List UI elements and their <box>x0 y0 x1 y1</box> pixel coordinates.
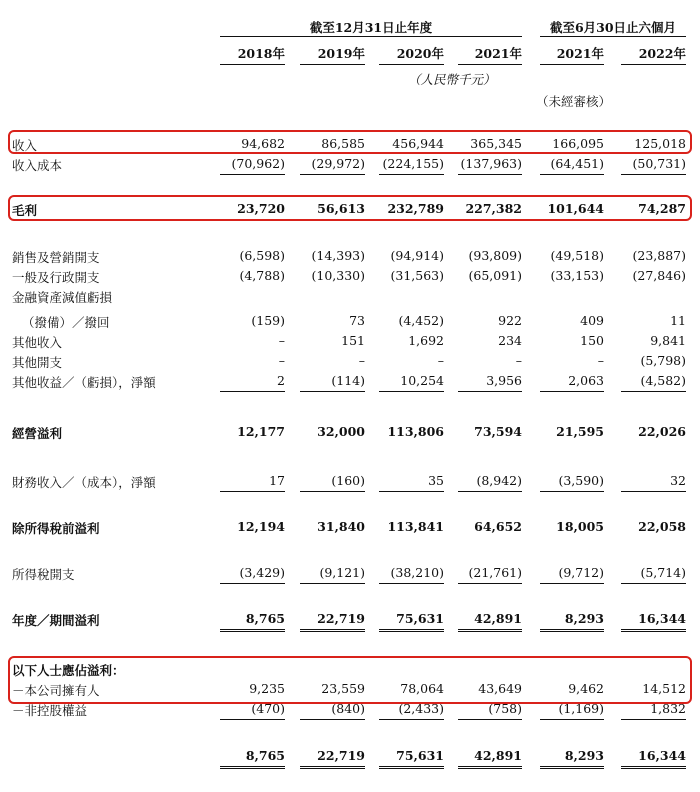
cell-value: 151 <box>341 333 365 348</box>
cell-value: 409 <box>580 313 604 328</box>
cell-value: 11 <box>670 313 686 328</box>
year-header-underline <box>379 64 444 65</box>
cell-value: 22,719 <box>317 611 365 626</box>
subtotal-rule <box>220 174 285 175</box>
cell-value: (70,962) <box>231 156 285 171</box>
cell-value: 365,345 <box>470 136 522 151</box>
subtotal-rule <box>220 583 285 584</box>
subtotal-rule <box>379 391 444 392</box>
cell-value: 150 <box>580 333 604 348</box>
cell-value: 22,026 <box>638 424 686 439</box>
subtotal-rule <box>621 583 686 584</box>
subtotal-rule <box>300 174 365 175</box>
year-header-underline <box>300 64 365 65</box>
subtotal-rule <box>379 583 444 584</box>
header-group-interim: 截至6月30日止六個月 <box>549 20 677 35</box>
total-double-rule <box>300 629 365 632</box>
cell-value: (21,761) <box>468 565 522 580</box>
cell-value: (29,972) <box>311 156 365 171</box>
cell-value: (10,330) <box>311 268 365 283</box>
cell-value: 8,765 <box>245 611 285 626</box>
cell-value: 35 <box>428 473 444 488</box>
subtotal-rule <box>540 719 604 720</box>
total-double-rule <box>300 766 365 769</box>
total-double-rule <box>220 629 285 632</box>
cell-value: 227,382 <box>465 201 522 216</box>
subtotal-rule <box>621 719 686 720</box>
subtotal-rule <box>540 491 604 492</box>
highlight-box-revenue <box>8 130 692 154</box>
cell-value: 166,095 <box>552 136 604 151</box>
cell-value: 101,644 <box>547 201 604 216</box>
total-double-rule <box>379 629 444 632</box>
cell-value: 232,789 <box>387 201 444 216</box>
cell-value: (14,393) <box>311 248 365 263</box>
row-label: 以下人士應佔溢利： <box>12 663 125 678</box>
cell-value: 12,194 <box>237 519 285 534</box>
row-label: 一般及行政開支 <box>12 270 100 285</box>
cell-value: 2 <box>277 373 285 388</box>
cell-value: 43,649 <box>478 681 522 696</box>
cell-value: (94,914) <box>390 248 444 263</box>
subtotal-rule <box>379 491 444 492</box>
cell-value: (31,563) <box>390 268 444 283</box>
cell-value: 14,512 <box>642 681 686 696</box>
year-header-underline <box>621 64 686 65</box>
total-double-rule <box>540 629 604 632</box>
cell-value: (758) <box>488 701 522 716</box>
cell-value: (27,846) <box>632 268 686 283</box>
cell-value: 42,891 <box>474 748 522 763</box>
cell-value: 94,682 <box>241 136 285 151</box>
subtotal-rule <box>621 391 686 392</box>
cell-value: (50,731) <box>632 156 686 171</box>
header-group-interim-underline <box>540 36 686 37</box>
cell-value: 18,005 <box>556 519 604 534</box>
unaudited-note: （未經審核） <box>536 94 612 109</box>
subtotal-rule <box>300 491 365 492</box>
total-double-rule <box>621 766 686 769</box>
cell-value: 42,891 <box>474 611 522 626</box>
year-header: 2022年 <box>638 46 686 61</box>
cell-value: 922 <box>498 313 522 328</box>
row-label: 毛利 <box>12 203 38 218</box>
subtotal-rule <box>540 583 604 584</box>
cell-value: 234 <box>498 333 522 348</box>
total-double-rule <box>458 766 522 769</box>
cell-value: 8,293 <box>564 611 604 626</box>
total-double-rule <box>540 766 604 769</box>
cell-value: (9,712) <box>558 565 604 580</box>
total-double-rule <box>621 629 686 632</box>
subtotal-rule <box>220 391 285 392</box>
row-label: 收入成本 <box>12 158 63 173</box>
cell-value: (33,153) <box>550 268 604 283</box>
year-header: 2018年 <box>237 46 285 61</box>
cell-value: 456,944 <box>392 136 444 151</box>
row-label: 其他收益／（虧損），淨額 <box>12 375 156 390</box>
cell-value: 86,585 <box>321 136 365 151</box>
year-header-underline <box>540 64 604 65</box>
subtotal-rule <box>458 583 522 584</box>
row-label: 經營溢利 <box>12 426 63 441</box>
cell-value: 2,063 <box>568 373 604 388</box>
cell-value: 16,344 <box>638 611 686 626</box>
cell-value: (1,169) <box>558 701 604 716</box>
row-label: －本公司擁有人 <box>12 683 100 698</box>
row-label: 收入 <box>12 138 38 153</box>
row-label: 除所得稅前溢利 <box>12 521 100 536</box>
cell-value: 1,832 <box>650 701 686 716</box>
row-label: 其他收入 <box>12 335 63 350</box>
cell-value: 125,018 <box>634 136 686 151</box>
total-double-rule <box>220 766 285 769</box>
cell-value: 73 <box>349 313 365 328</box>
cell-value: (4,788) <box>239 268 285 283</box>
cell-value: 113,841 <box>387 519 444 534</box>
cell-value: 9,462 <box>568 681 604 696</box>
cell-value: (137,963) <box>460 156 522 171</box>
cell-value: (840) <box>331 701 365 716</box>
year-header: 2020年 <box>396 46 444 61</box>
cell-value: (64,451) <box>550 156 604 171</box>
row-label: 所得稅開支 <box>12 567 75 582</box>
cell-value: 23,720 <box>237 201 285 216</box>
row-label: （撥備）／撥回 <box>22 315 110 330</box>
cell-value: (2,433) <box>398 701 444 716</box>
subtotal-rule <box>300 719 365 720</box>
cell-value: 22,058 <box>638 519 686 534</box>
cell-value: (3,590) <box>558 473 604 488</box>
cell-value: 12,177 <box>237 424 285 439</box>
row-label: 銷售及營銷開支 <box>12 250 100 265</box>
cell-value: (224,155) <box>382 156 444 171</box>
row-label: 其他開支 <box>12 355 63 370</box>
cell-value: 75,631 <box>396 748 444 763</box>
total-double-rule <box>458 629 522 632</box>
subtotal-rule <box>621 174 686 175</box>
highlight-box-attributable <box>8 656 692 704</box>
subtotal-rule <box>379 719 444 720</box>
cell-value: (93,809) <box>468 248 522 263</box>
subtotal-rule <box>458 391 522 392</box>
cell-value: 8,293 <box>564 748 604 763</box>
subtotal-rule <box>458 719 522 720</box>
cell-value: 32 <box>670 473 686 488</box>
total-double-rule <box>379 766 444 769</box>
cell-value: (5,798) <box>640 353 686 368</box>
cell-value: 31,840 <box>317 519 365 534</box>
cell-value: – <box>358 353 365 368</box>
cell-value: (159) <box>251 313 285 328</box>
cell-value: 113,806 <box>387 424 444 439</box>
cell-value: 73,594 <box>474 424 522 439</box>
subtotal-rule <box>220 719 285 720</box>
cell-value: 64,652 <box>474 519 522 534</box>
cell-value: 74,287 <box>638 201 686 216</box>
row-label: 財務收入／（成本），淨額 <box>12 475 156 490</box>
cell-value: (9,121) <box>319 565 365 580</box>
row-label: 年度／期間溢利 <box>12 613 100 628</box>
cell-value: (23,887) <box>632 248 686 263</box>
currency-note: （人民幣千元） <box>408 72 496 87</box>
cell-value: 9,841 <box>650 333 686 348</box>
cell-value: (38,210) <box>390 565 444 580</box>
subtotal-rule <box>458 174 522 175</box>
cell-value: (65,091) <box>468 268 522 283</box>
cell-value: (114) <box>331 373 365 388</box>
cell-value: 32,000 <box>317 424 365 439</box>
cell-value: – <box>437 353 444 368</box>
cell-value: (49,518) <box>550 248 604 263</box>
year-header-underline <box>220 64 285 65</box>
year-header: 2019年 <box>317 46 365 61</box>
cell-value: 1,692 <box>408 333 444 348</box>
cell-value: (470) <box>251 701 285 716</box>
subtotal-rule <box>300 583 365 584</box>
year-header: 2021年 <box>474 46 522 61</box>
year-header-underline <box>458 64 522 65</box>
cell-value: – <box>278 333 285 348</box>
cell-value: 9,235 <box>249 681 285 696</box>
cell-value: – <box>597 353 604 368</box>
row-label: －非控股權益 <box>12 703 88 718</box>
subtotal-rule <box>540 174 604 175</box>
year-header: 2021年 <box>556 46 604 61</box>
cell-value: 75,631 <box>396 611 444 626</box>
cell-value: 78,064 <box>400 681 444 696</box>
cell-value: (4,582) <box>640 373 686 388</box>
subtotal-rule <box>540 391 604 392</box>
row-label: 金融資產減值虧損 <box>12 290 113 305</box>
cell-value: 22,719 <box>317 748 365 763</box>
cell-value: (8,942) <box>476 473 522 488</box>
subtotal-rule <box>220 491 285 492</box>
cell-value: (160) <box>331 473 365 488</box>
cell-value: 17 <box>269 473 285 488</box>
cell-value: 10,254 <box>400 373 444 388</box>
cell-value: – <box>278 353 285 368</box>
cell-value: 8,765 <box>245 748 285 763</box>
subtotal-rule <box>621 491 686 492</box>
cell-value: (4,452) <box>398 313 444 328</box>
cell-value: – <box>515 353 522 368</box>
cell-value: 21,595 <box>556 424 604 439</box>
header-group-annual-underline <box>220 36 522 37</box>
cell-value: (6,598) <box>239 248 285 263</box>
cell-value: (3,429) <box>239 565 285 580</box>
cell-value: 16,344 <box>638 748 686 763</box>
subtotal-rule <box>379 174 444 175</box>
cell-value: (5,714) <box>640 565 686 580</box>
subtotal-rule <box>458 491 522 492</box>
cell-value: 3,956 <box>486 373 522 388</box>
cell-value: 23,559 <box>321 681 365 696</box>
cell-value: 56,613 <box>317 201 365 216</box>
highlight-box-gross-profit <box>8 195 692 221</box>
header-group-annual: 截至12月31日止年度 <box>309 20 433 35</box>
subtotal-rule <box>300 391 365 392</box>
